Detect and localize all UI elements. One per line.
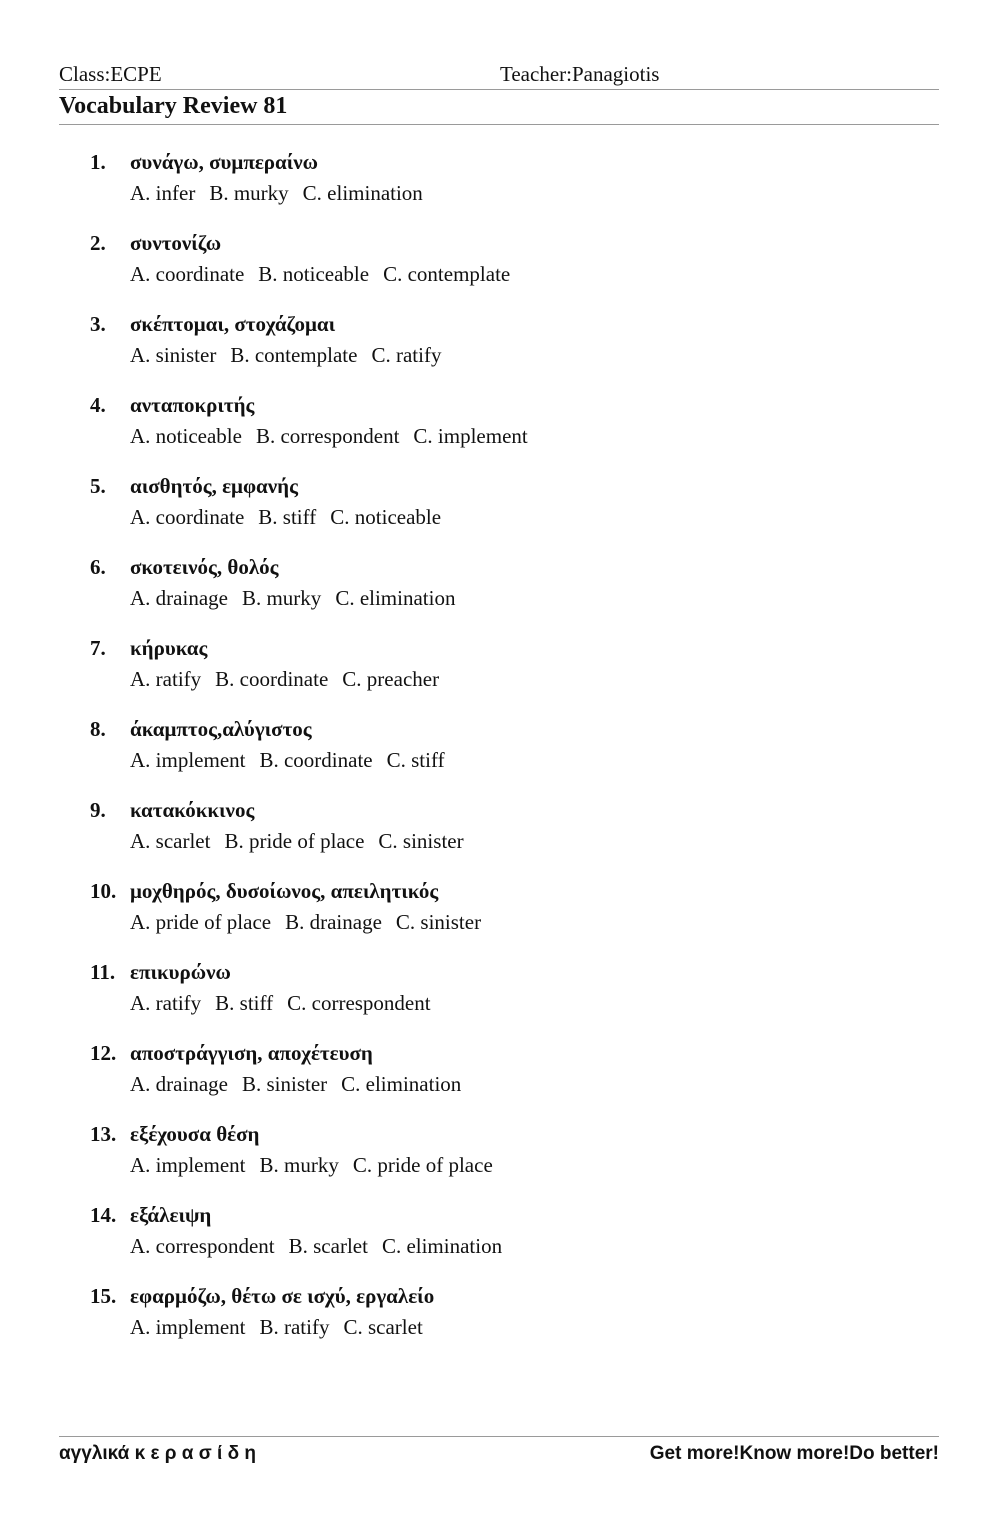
- question-number: 12.: [90, 1041, 117, 1065]
- page-header: [59, 62, 939, 90]
- answer-option-c[interactable]: C. sinister: [378, 829, 464, 853]
- answer-option-b[interactable]: B. pride of place: [224, 829, 365, 853]
- answer-options: [130, 991, 445, 1016]
- answer-option-a[interactable]: A. coordinate: [130, 505, 245, 529]
- answer-options: [130, 667, 453, 692]
- question-number: 8.: [90, 717, 106, 741]
- footer-brand: αγγλικά κ ε ρ α σ ί δ η: [59, 1443, 256, 1464]
- answer-options: [130, 1153, 507, 1178]
- question-prompt: εξάλειψη: [130, 1203, 212, 1227]
- answer-options: [130, 748, 459, 773]
- answer-options: [130, 910, 495, 935]
- title-bar: [59, 92, 939, 125]
- answer-option-b[interactable]: B. stiff: [215, 991, 274, 1015]
- answer-option-c[interactable]: C. scarlet: [343, 1315, 423, 1339]
- question-item: [90, 1284, 950, 1365]
- question-prompt: άκαμπτος,αλύγιστος: [130, 717, 312, 741]
- answer-options: [130, 505, 455, 530]
- question-item: [90, 717, 950, 798]
- question-number: 9.: [90, 798, 106, 822]
- footer-slogan: Get more!Know more!Do better!: [649, 1443, 939, 1464]
- question-item: [90, 1122, 950, 1203]
- question-item: [90, 231, 950, 312]
- answer-option-a[interactable]: A. infer: [130, 181, 196, 205]
- answer-option-c[interactable]: C. elimination: [381, 1234, 503, 1258]
- answer-option-b[interactable]: B. noticeable: [258, 262, 370, 286]
- question-prompt: σκέπτομαι, στοχάζομαι: [130, 312, 336, 336]
- question-item: [90, 312, 950, 393]
- answer-options: [130, 181, 437, 206]
- question-item: [90, 150, 950, 231]
- teacher-label: Teacher:Panagiotis: [500, 62, 660, 86]
- answer-option-c[interactable]: C. elimination: [335, 586, 456, 610]
- question-item: [90, 555, 950, 636]
- answer-option-a[interactable]: A. scarlet: [130, 829, 211, 853]
- answer-option-c[interactable]: C. sinister: [395, 910, 482, 934]
- answer-option-b[interactable]: B. contemplate: [230, 343, 358, 367]
- question-number: 14.: [90, 1203, 117, 1227]
- answer-option-b[interactable]: B. stiff: [258, 505, 317, 529]
- question-prompt: συντονίζω: [130, 231, 222, 255]
- answer-option-b[interactable]: B. murky: [259, 1153, 339, 1177]
- question-item: [90, 474, 950, 555]
- answer-option-a[interactable]: A. drainage: [130, 1072, 228, 1096]
- answer-option-c[interactable]: C. pride of place: [352, 1153, 493, 1177]
- answer-option-a[interactable]: A. drainage: [130, 586, 228, 610]
- answer-option-b[interactable]: B. coordinate: [215, 667, 329, 691]
- answer-option-a[interactable]: A. implement: [130, 1153, 246, 1177]
- answer-option-b[interactable]: B. drainage: [285, 910, 382, 934]
- question-prompt: μοχθηρός, δυσοίωνος, απειλητικός: [130, 879, 439, 903]
- answer-option-c[interactable]: C. contemplate: [383, 262, 511, 286]
- answer-option-c[interactable]: C. correspondent: [287, 991, 431, 1015]
- answer-option-b[interactable]: B. scarlet: [288, 1234, 368, 1258]
- question-prompt: αισθητός, εμφανής: [130, 474, 298, 498]
- question-prompt: αποστράγγιση, αποχέτευση: [130, 1041, 373, 1065]
- question-number: 5.: [90, 474, 106, 498]
- answer-option-a[interactable]: A. correspondent: [130, 1234, 275, 1258]
- answer-option-c[interactable]: C. noticeable: [330, 505, 442, 529]
- question-item: [90, 879, 950, 960]
- question-prompt: επικυρώνω: [130, 960, 231, 984]
- answer-option-a[interactable]: A. coordinate: [130, 262, 245, 286]
- answer-option-c[interactable]: C. elimination: [302, 181, 423, 205]
- question-number: 13.: [90, 1122, 117, 1146]
- question-prompt: κήρυκας: [130, 636, 208, 660]
- question-number: 10.: [90, 879, 117, 903]
- question-number: 15.: [90, 1284, 117, 1308]
- answer-options: [130, 1234, 516, 1259]
- question-prompt: εξέχουσα θέση: [130, 1122, 260, 1146]
- page-title: Vocabulary Review 81: [59, 93, 288, 119]
- answer-option-b[interactable]: B. murky: [241, 586, 322, 610]
- answer-option-a[interactable]: A. implement: [130, 748, 246, 772]
- question-prompt: εφαρμόζω, θέτω σε ισχύ, εργαλείο: [130, 1284, 435, 1308]
- answer-options: [130, 1315, 437, 1340]
- answer-option-a[interactable]: A. pride of place: [130, 910, 272, 934]
- question-prompt: ανταποκριτής: [130, 393, 255, 417]
- answer-option-c[interactable]: C. preacher: [342, 667, 440, 691]
- question-list: [90, 150, 950, 1365]
- question-item: [90, 636, 950, 717]
- question-number: 4.: [90, 393, 106, 417]
- answer-options: [130, 262, 524, 287]
- question-item: [90, 960, 950, 1041]
- answer-options: [130, 343, 455, 368]
- answer-option-c[interactable]: C. elimination: [341, 1072, 462, 1096]
- answer-option-c[interactable]: C. ratify: [371, 343, 442, 367]
- question-prompt: συνάγω, συμπεραίνω: [130, 150, 319, 174]
- answer-options: [130, 829, 478, 854]
- question-item: [90, 393, 950, 474]
- question-number: 1.: [90, 150, 106, 174]
- answer-option-b[interactable]: B. murky: [209, 181, 289, 205]
- question-prompt: σκοτεινός, θολός: [130, 555, 279, 579]
- answer-options: [130, 424, 542, 449]
- answer-option-a[interactable]: A. ratify: [130, 667, 202, 691]
- question-number: 3.: [90, 312, 106, 336]
- question-number: 11.: [90, 960, 116, 984]
- answer-option-a[interactable]: A. noticeable: [130, 424, 242, 448]
- class-label: Class:ECPE: [59, 62, 162, 86]
- answer-option-a[interactable]: A. ratify: [130, 991, 202, 1015]
- question-number: 2.: [90, 231, 106, 255]
- question-item: [90, 1041, 950, 1122]
- answer-option-c[interactable]: C. implement: [413, 424, 528, 448]
- answer-option-c[interactable]: C. stiff: [386, 748, 445, 772]
- answer-option-a[interactable]: A. implement: [130, 1315, 246, 1339]
- answer-options: [130, 1072, 475, 1097]
- question-number: 7.: [90, 636, 106, 660]
- answer-option-b[interactable]: B. coordinate: [259, 748, 373, 772]
- answer-option-b[interactable]: B. correspondent: [255, 424, 400, 448]
- question-item: [90, 798, 950, 879]
- answer-option-b[interactable]: B. sinister: [241, 1072, 328, 1096]
- page-footer: [59, 1436, 939, 1471]
- answer-option-b[interactable]: B. ratify: [259, 1315, 330, 1339]
- question-prompt: κατακόκκινος: [130, 798, 255, 822]
- question-item: [90, 1203, 950, 1284]
- question-number: 6.: [90, 555, 106, 579]
- answer-options: [130, 586, 469, 611]
- answer-option-a[interactable]: A. sinister: [130, 343, 217, 367]
